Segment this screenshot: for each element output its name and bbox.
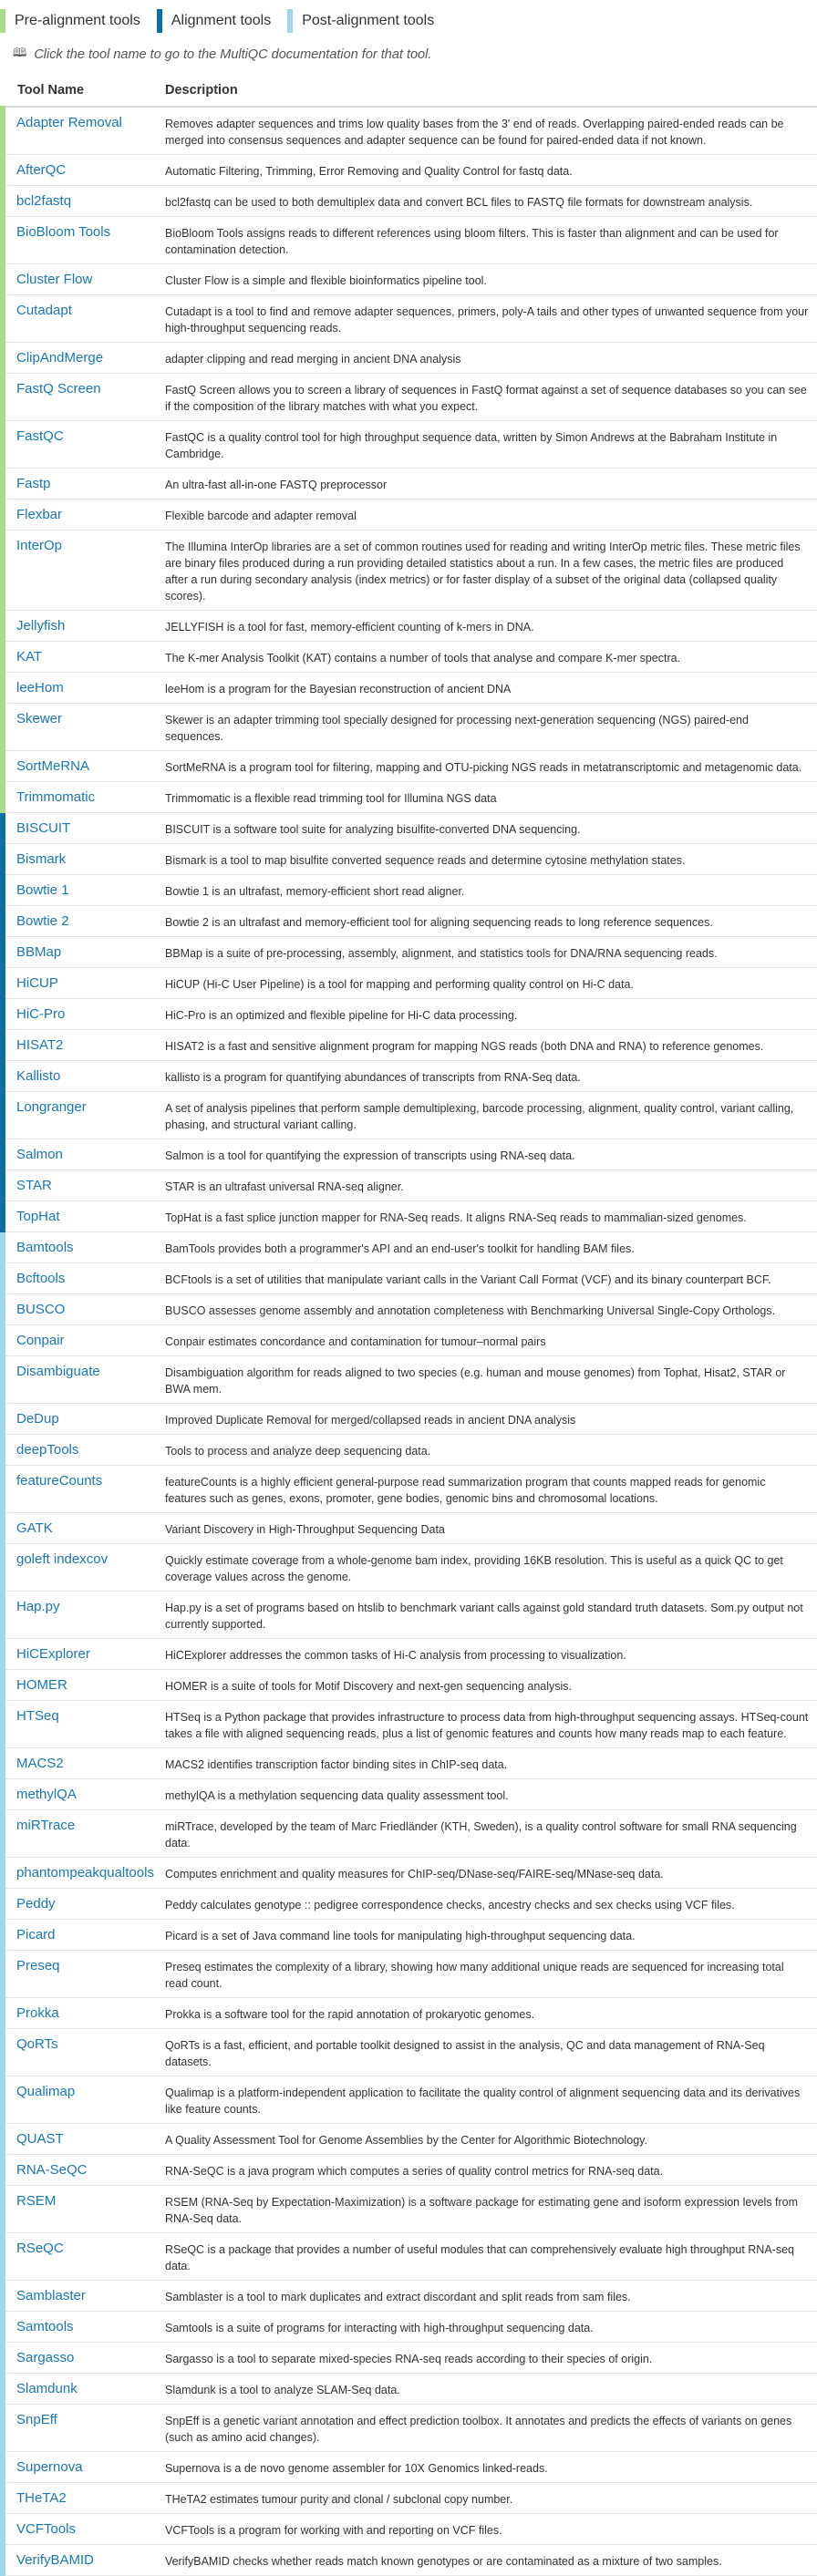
tool-name-cell bbox=[3, 937, 165, 968]
tool-description: Improved Duplicate Removal for merged/collapsed reads in ancient DNA analysis bbox=[165, 1404, 817, 1435]
tool-name-cell bbox=[3, 1139, 165, 1170]
tool-name-cell bbox=[3, 2343, 165, 2374]
tool-description: Cutadapt is a tool to find and remove adapter sequences, primers, poly-A tails and other types of unwanted sequence from your high-throughput sequencing reads. bbox=[165, 295, 817, 343]
table-row bbox=[3, 1513, 817, 1544]
legend-alignment: Alignment tools bbox=[157, 9, 271, 33]
column-header-tool-name: Tool Name bbox=[3, 75, 165, 107]
tool-description: Computes enrichment and quality measures for ChIP-seq/DNase-seq/FAIRE-seq/MNase-seq data. bbox=[165, 1858, 817, 1889]
tool-description: Cluster Flow is a simple and flexible bioinformatics pipeline tool. bbox=[165, 264, 817, 295]
tool-name-cell bbox=[3, 217, 165, 264]
tool-name-cell bbox=[3, 2312, 165, 2343]
tool-link[interactable]: bcl2fastq bbox=[16, 193, 72, 209]
tool-link[interactable]: FastQ Screen bbox=[16, 381, 101, 397]
tool-link[interactable]: BioBloom Tools bbox=[16, 224, 111, 240]
tool-name-cell bbox=[3, 1889, 165, 1920]
tool-name-cell bbox=[3, 2483, 165, 2514]
tool-name-cell bbox=[3, 2452, 165, 2483]
tool-link[interactable]: HiCExplorer bbox=[16, 1646, 90, 1662]
table-row bbox=[3, 2029, 817, 2076]
tool-description: HTSeq is a Python package that provides infrastructure to process data from high-throughput sequencing assays. HTSeq-count takes a file with aligned sequencing reads, plus a list of genomic features and counts how many reads map to each feature. bbox=[165, 1701, 817, 1748]
table-row bbox=[3, 999, 817, 1030]
tool-description: Slamdunk is a tool to analyze SLAM-Seq data. bbox=[165, 2374, 817, 2405]
tool-description: Trimmomatic is a flexible read trimming tool for Illumina NGS data bbox=[165, 782, 817, 813]
tool-description: Conpair estimates concordance and contamination for tumour–normal pairs bbox=[165, 1325, 817, 1356]
tool-description: adapter clipping and read merging in ancient DNA analysis bbox=[165, 343, 817, 374]
table-row bbox=[3, 1889, 817, 1920]
tool-link[interactable]: FastQC bbox=[16, 428, 64, 444]
table-row bbox=[3, 1670, 817, 1701]
tool-link[interactable]: Cluster Flow bbox=[16, 272, 93, 287]
tool-link[interactable]: RSEM bbox=[16, 2193, 57, 2209]
tool-link[interactable]: QoRTs bbox=[16, 2036, 58, 2052]
tool-name-cell bbox=[3, 1544, 165, 1592]
tool-link[interactable]: RSeQC bbox=[16, 2241, 64, 2256]
table-row bbox=[3, 2233, 817, 2281]
tool-name-cell bbox=[3, 1858, 165, 1889]
tool-description: THeTA2 estimates tumour purity and clonal / subclonal copy number. bbox=[165, 2483, 817, 2514]
tool-name-cell bbox=[3, 673, 165, 704]
tool-description: Hap.py is a set of programs based on htslib to benchmark variant calls against gold standard truth datasets. Som.py output not currently supported. bbox=[165, 1592, 817, 1639]
table-row bbox=[3, 2405, 817, 2452]
tool-name-cell bbox=[3, 813, 165, 844]
tool-link[interactable]: Preseq bbox=[16, 1958, 60, 1973]
tool-link[interactable]: SnpEff bbox=[16, 2412, 57, 2427]
tool-link[interactable]: phantompeakqualtools bbox=[16, 1865, 154, 1880]
table-row bbox=[3, 107, 817, 155]
tool-link[interactable]: miRTrace bbox=[16, 1818, 76, 1833]
table-row bbox=[3, 642, 817, 673]
tool-name-cell bbox=[3, 421, 165, 469]
tool-description: HiCUP (Hi-C User Pipeline) is a tool for mapping and performing quality control on Hi-C data. bbox=[165, 968, 817, 999]
tool-description: HOMER is a suite of tools for Motif Discovery and next-gen sequencing analysis. bbox=[165, 1670, 817, 1701]
tool-description: An ultra-fast all-in-one FASTQ preprocessor bbox=[165, 469, 817, 500]
tool-name-cell bbox=[3, 1325, 165, 1356]
table-row bbox=[3, 500, 817, 531]
tool-link[interactable]: HOMER bbox=[16, 1677, 67, 1693]
tool-description: Preseq estimates the complexity of a library, showing how many additional unique reads are sequenced for increasing total read count. bbox=[165, 1951, 817, 1998]
tool-description: A set of analysis pipelines that perform sample demultiplexing, barcode processing, alignment, quality control, variant calling, phasing, and structural variant calling. bbox=[165, 1092, 817, 1139]
tool-description: Bowtie 2 is an ultrafast and memory-efficient tool for aligning sequencing reads to long reference sequences. bbox=[165, 906, 817, 937]
table-row bbox=[3, 1544, 817, 1592]
table-row bbox=[3, 704, 817, 751]
legend-pre-alignment: Pre-alignment tools bbox=[0, 9, 140, 33]
tool-name-cell bbox=[3, 1639, 165, 1670]
tool-link[interactable]: Bowtie 1 bbox=[16, 882, 69, 898]
table-row bbox=[3, 968, 817, 999]
table-row bbox=[3, 611, 817, 642]
tool-name-cell bbox=[3, 1810, 165, 1858]
tool-link[interactable]: Peddy bbox=[16, 1896, 56, 1911]
tool-description: Picard is a set of Java command line tools for manipulating high-throughput sequencing data. bbox=[165, 1920, 817, 1951]
tool-name-cell bbox=[3, 1170, 165, 1201]
tool-link[interactable]: TopHat bbox=[16, 1209, 60, 1224]
tool-name-cell bbox=[3, 2405, 165, 2452]
tool-link[interactable]: leeHom bbox=[16, 680, 64, 696]
tool-link[interactable]: Hap.py bbox=[16, 1599, 60, 1614]
table-row bbox=[3, 2545, 817, 2576]
tools-table bbox=[0, 75, 817, 2576]
table-row bbox=[3, 2155, 817, 2186]
tool-link[interactable]: Sargasso bbox=[16, 2350, 75, 2365]
tool-link[interactable]: BUSCO bbox=[16, 1302, 66, 1317]
tool-link[interactable]: SortMeRNA bbox=[16, 758, 90, 774]
tool-description: BUSCO assesses genome assembly and annotation completeness with Benchmarking Universal Single-Copy Orthologs. bbox=[165, 1294, 817, 1325]
tool-description: Automatic Filtering, Trimming, Error Removing and Quality Control for fastq data. bbox=[165, 155, 817, 186]
tool-name-cell bbox=[3, 155, 165, 186]
table-row bbox=[3, 155, 817, 186]
tool-link[interactable]: BISCUIT bbox=[16, 820, 71, 836]
table-row bbox=[3, 1639, 817, 1670]
tool-name-cell bbox=[3, 2076, 165, 2124]
tool-name-cell bbox=[3, 782, 165, 813]
table-row bbox=[3, 1810, 817, 1858]
table-row bbox=[3, 1748, 817, 1779]
tool-link[interactable]: Adapter Removal bbox=[16, 115, 122, 130]
tool-name-cell bbox=[3, 2514, 165, 2545]
tool-description: Sargasso is a tool to separate mixed-species RNA-seq reads according to their species of origin. bbox=[165, 2343, 817, 2374]
tool-link[interactable]: VerifyBAMID bbox=[16, 2552, 95, 2568]
table-row bbox=[3, 2124, 817, 2155]
table-row bbox=[3, 1201, 817, 1232]
tool-link[interactable]: Qualimap bbox=[16, 2084, 76, 2099]
tool-name-cell bbox=[3, 2374, 165, 2405]
tool-link[interactable]: Samblaster bbox=[16, 2288, 86, 2303]
tool-link[interactable]: GATK bbox=[16, 1520, 53, 1536]
table-row bbox=[3, 1030, 817, 1061]
tool-description: Variant Discovery in High-Throughput Sequencing Data bbox=[165, 1513, 817, 1544]
tool-name-cell bbox=[3, 1232, 165, 1263]
table-row bbox=[3, 1858, 817, 1889]
tool-name-cell bbox=[3, 1030, 165, 1061]
tool-name-cell bbox=[3, 906, 165, 937]
tool-link[interactable]: KAT bbox=[16, 649, 43, 665]
tool-description: A Quality Assessment Tool for Genome Assemblies by the Center for Algorithmic Biotechnology. bbox=[165, 2124, 817, 2155]
tool-link[interactable]: ClipAndMerge bbox=[16, 350, 104, 366]
tool-description: Bismark is a tool to map bisulfite converted sequence reads and determine cytosine methylation states. bbox=[165, 844, 817, 875]
tool-name-cell bbox=[3, 875, 165, 906]
tool-name-cell bbox=[3, 295, 165, 343]
table-row bbox=[3, 217, 817, 264]
tool-link[interactable]: Disambiguate bbox=[16, 1364, 100, 1379]
tool-name-cell bbox=[3, 844, 165, 875]
tool-name-cell bbox=[3, 1513, 165, 1544]
tool-description: HISAT2 is a fast and sensitive alignment program for mapping NGS reads (both DNA and RNA) to reference genomes. bbox=[165, 1030, 817, 1061]
tool-name-cell bbox=[3, 107, 165, 155]
tool-description: HiC-Pro is an optimized and flexible pipeline for Hi-C data processing. bbox=[165, 999, 817, 1030]
tool-link[interactable]: HTSeq bbox=[16, 1708, 59, 1724]
tool-description: Disambiguation algorithm for reads aligned to two species (e.g. human and mouse genomes) from Tophat, Hisat2, STAR or BWA mem. bbox=[165, 1356, 817, 1404]
tool-name-cell bbox=[3, 1670, 165, 1701]
tool-link[interactable]: Fastp bbox=[16, 476, 51, 491]
table-row bbox=[3, 2281, 817, 2312]
tool-description: HiCExplorer addresses the common tasks of Hi-C analysis from processing to visualization. bbox=[165, 1639, 817, 1670]
table-row bbox=[3, 531, 817, 611]
table-row bbox=[3, 421, 817, 469]
table-row bbox=[3, 844, 817, 875]
tool-name-cell bbox=[3, 1592, 165, 1639]
tool-description: Flexible barcode and adapter removal bbox=[165, 500, 817, 531]
tool-name-cell bbox=[3, 264, 165, 295]
tool-description: FastQC is a quality control tool for high throughput sequence data, written by Simon Andrews at the Babraham Institute in Cambridge. bbox=[165, 421, 817, 469]
table-row bbox=[3, 1356, 817, 1404]
tool-link[interactable]: goleft indexcov bbox=[16, 1551, 109, 1567]
tool-description: featureCounts is a highly efficient general-purpose read summarization program that counts mapped reads for genomic features such as genes, exons, promoter, gene bodies, genomic bins and chromosomal locations. bbox=[165, 1466, 817, 1513]
tool-link[interactable]: Prokka bbox=[16, 2005, 59, 2021]
tool-link[interactable]: Bamtools bbox=[16, 1240, 74, 1255]
tool-name-cell bbox=[3, 1779, 165, 1810]
column-header-description: Description bbox=[165, 75, 817, 107]
table-row bbox=[3, 673, 817, 704]
tool-link[interactable]: InterOp bbox=[16, 538, 63, 553]
tool-description: Prokka is a software tool for the rapid annotation of prokaryotic genomes. bbox=[165, 1998, 817, 2029]
tool-link[interactable]: Supernova bbox=[16, 2459, 83, 2475]
tool-name-cell bbox=[3, 374, 165, 421]
tool-description: SnpEff is a genetic variant annotation and effect prediction toolbox. It annotates and predicts the effects of variants on genes (such as amino acid changes). bbox=[165, 2405, 817, 2452]
tool-name-cell bbox=[3, 1435, 165, 1466]
tool-name-cell bbox=[3, 1701, 165, 1748]
tool-link[interactable]: HISAT2 bbox=[16, 1037, 64, 1053]
category-legend bbox=[0, 0, 817, 42]
tool-description: VCFTools is a program for working with and reporting on VCF files. bbox=[165, 2514, 817, 2545]
table-row bbox=[3, 906, 817, 937]
tool-description: Removes adapter sequences and trims low quality bases from the 3' end of reads. Overlapping paired-ended reads can be merged into consensus sequences and adapter sequence can be found for paired-ended data if not known. bbox=[165, 107, 817, 155]
tool-name-cell bbox=[3, 1092, 165, 1139]
table-header-row bbox=[3, 75, 817, 107]
tool-name-cell bbox=[3, 1263, 165, 1294]
tool-name-cell bbox=[3, 500, 165, 531]
tool-description: Bowtie 1 is an ultrafast, memory-efficient short read aligner. bbox=[165, 875, 817, 906]
table-row bbox=[3, 813, 817, 844]
tool-description: JELLYFISH is a tool for fast, memory-efficient counting of k-mers in DNA. bbox=[165, 611, 817, 642]
tool-name-cell bbox=[3, 1951, 165, 1998]
table-row bbox=[3, 374, 817, 421]
docs-hint bbox=[0, 42, 817, 67]
tool-description: Samtools is a suite of programs for interacting with high-throughput sequencing data. bbox=[165, 2312, 817, 2343]
tool-description: Salmon is a tool for quantifying the expression of transcripts using RNA-seq data. bbox=[165, 1139, 817, 1170]
tool-link[interactable]: AfterQC bbox=[16, 162, 67, 178]
table-row bbox=[3, 1294, 817, 1325]
table-row bbox=[3, 782, 817, 813]
table-row bbox=[3, 1951, 817, 1998]
tool-link[interactable]: Cutadapt bbox=[16, 303, 72, 318]
table-row bbox=[3, 1061, 817, 1092]
tools-table-body bbox=[3, 107, 817, 2576]
tool-description: BISCUIT is a software tool suite for analyzing bisulfite-converted DNA sequencing. bbox=[165, 813, 817, 844]
table-row bbox=[3, 2483, 817, 2514]
tool-description: Supernova is a de novo genome assembler for 10X Genomics linked-reads. bbox=[165, 2452, 817, 2483]
table-row bbox=[3, 2076, 817, 2124]
table-row bbox=[3, 1920, 817, 1951]
table-row bbox=[3, 343, 817, 374]
tool-link[interactable]: STAR bbox=[16, 1178, 52, 1193]
tool-name-cell bbox=[3, 1061, 165, 1092]
tool-description: Quickly estimate coverage from a whole-genome bam index, providing 16KB resolution. This is useful as a quick QC to get coverage values across the genome. bbox=[165, 1544, 817, 1592]
tool-name-cell bbox=[3, 469, 165, 500]
tool-name-cell bbox=[3, 343, 165, 374]
tool-description: Skewer is an adapter trimming tool specially designed for processing next-generation sequencing (NGS) paired-end sequences. bbox=[165, 704, 817, 751]
tool-link[interactable]: HiC-Pro bbox=[16, 1006, 66, 1022]
table-row bbox=[3, 1435, 817, 1466]
table-row bbox=[3, 2186, 817, 2233]
tool-name-cell bbox=[3, 999, 165, 1030]
tool-description: FastQ Screen allows you to screen a library of sequences in FastQ format against a set of sequence databases so you can see if the composition of the library matches with what you expect. bbox=[165, 374, 817, 421]
tool-link[interactable]: THeTA2 bbox=[16, 2490, 67, 2506]
table-row bbox=[3, 1998, 817, 2029]
book-icon: 🕮 bbox=[13, 46, 27, 59]
tool-description: leeHom is a program for the Bayesian reconstruction of ancient DNA bbox=[165, 673, 817, 704]
tool-link[interactable]: Samtools bbox=[16, 2319, 74, 2334]
tool-description: QoRTs is a fast, efficient, and portable toolkit designed to assist in the analysis, QC and data management of RNA-Seq datasets. bbox=[165, 2029, 817, 2076]
tool-name-cell bbox=[3, 611, 165, 642]
tool-name-cell bbox=[3, 2281, 165, 2312]
tool-description: BioBloom Tools assigns reads to different references using bloom filters. This is faster than alignment and can be used for contamination detection. bbox=[165, 217, 817, 264]
tool-description: Tools to process and analyze deep sequencing data. bbox=[165, 1435, 817, 1466]
table-row bbox=[3, 1092, 817, 1139]
tool-description: RSeQC is a package that provides a number of useful modules that can comprehensively evaluate high throughput RNA-seq data. bbox=[165, 2233, 817, 2281]
tool-name-cell bbox=[3, 2186, 165, 2233]
table-row bbox=[3, 1592, 817, 1639]
tool-description: RSEM (RNA-Seq by Expectation-Maximization) is a software package for estimating gene and isoform expression levels from RNA-Seq data. bbox=[165, 2186, 817, 2233]
tool-name-cell bbox=[3, 531, 165, 611]
tool-name-cell bbox=[3, 704, 165, 751]
tool-description: MACS2 identifies transcription factor binding sites in ChIP-seq data. bbox=[165, 1748, 817, 1779]
tool-description: TopHat is a fast splice junction mapper for RNA-Seq reads. It aligns RNA-Seq reads to mammalian-sized genomes. bbox=[165, 1201, 817, 1232]
tool-link[interactable]: deepTools bbox=[16, 1442, 79, 1458]
table-row bbox=[3, 2312, 817, 2343]
tool-description: BCFtools is a set of utilities that manipulate variant calls in the Variant Call Format (VCF) and its binary counterpart BCF. bbox=[165, 1263, 817, 1294]
tool-link[interactable]: Flexbar bbox=[16, 507, 63, 522]
tool-description: Qualimap is a platform-independent application to facilitate the quality control of alignment sequencing data and its derivatives like feature counts. bbox=[165, 2076, 817, 2124]
tool-description: Peddy calculates genotype :: pedigree correspondence checks, ancestry checks and sex checks using VCF files. bbox=[165, 1889, 817, 1920]
tool-link[interactable]: Bowtie 2 bbox=[16, 913, 69, 929]
tool-name-cell bbox=[3, 2124, 165, 2155]
tool-link[interactable]: Kallisto bbox=[16, 1068, 61, 1084]
table-row bbox=[3, 264, 817, 295]
table-row bbox=[3, 2343, 817, 2374]
tool-link[interactable]: Picard bbox=[16, 1927, 56, 1942]
tool-link[interactable]: Slamdunk bbox=[16, 2381, 78, 2396]
tool-name-cell bbox=[3, 186, 165, 217]
table-row bbox=[3, 295, 817, 343]
legend-post-alignment: Post-alignment tools bbox=[287, 9, 434, 33]
table-row bbox=[3, 1779, 817, 1810]
tool-name-cell bbox=[3, 1920, 165, 1951]
tool-link[interactable]: Bismark bbox=[16, 851, 67, 867]
tool-link[interactable]: DeDup bbox=[16, 1411, 59, 1427]
tool-description: SortMeRNA is a program tool for filtering, mapping and OTU-picking NGS reads in metatranscriptomic and metagenomic data. bbox=[165, 751, 817, 782]
table-row bbox=[3, 1701, 817, 1748]
tool-link[interactable]: Salmon bbox=[16, 1147, 63, 1162]
table-row bbox=[3, 1170, 817, 1201]
tool-link[interactable]: Skewer bbox=[16, 711, 63, 726]
tool-link[interactable]: BBMap bbox=[16, 944, 62, 960]
tool-name-cell bbox=[3, 751, 165, 782]
tool-name-cell bbox=[3, 1294, 165, 1325]
tool-link[interactable]: MACS2 bbox=[16, 1756, 64, 1771]
tool-description: Samblaster is a tool to mark duplicates and extract discordant and split reads from sam files. bbox=[165, 2281, 817, 2312]
table-row bbox=[3, 937, 817, 968]
tool-description: RNA-SeQC is a java program which computes a series of quality control metrics for RNA-seq data. bbox=[165, 2155, 817, 2186]
table-row bbox=[3, 2374, 817, 2405]
tool-name-cell bbox=[3, 1466, 165, 1513]
table-row bbox=[3, 469, 817, 500]
tool-name-cell bbox=[3, 642, 165, 673]
table-row bbox=[3, 751, 817, 782]
tool-name-cell bbox=[3, 1748, 165, 1779]
tool-name-cell bbox=[3, 1404, 165, 1435]
table-row bbox=[3, 1466, 817, 1513]
tool-link[interactable]: Bcftools bbox=[16, 1271, 66, 1286]
table-row bbox=[3, 2514, 817, 2545]
tool-link[interactable]: Jellyfish bbox=[16, 618, 66, 634]
table-row bbox=[3, 1404, 817, 1435]
tool-link[interactable]: RNA-SeQC bbox=[16, 2162, 88, 2178]
tool-name-cell bbox=[3, 2155, 165, 2186]
docs-hint-text: Click the tool name to go to the MultiQC documentation for that tool. bbox=[34, 47, 432, 62]
tool-description: The K-mer Analysis Toolkit (KAT) contains a number of tools that analyse and compare K-mer spectra. bbox=[165, 642, 817, 673]
tool-link[interactable]: QUAST bbox=[16, 2131, 64, 2147]
table-row bbox=[3, 186, 817, 217]
tool-name-cell bbox=[3, 2233, 165, 2281]
tool-description: STAR is an ultrafast universal RNA-seq aligner. bbox=[165, 1170, 817, 1201]
table-row bbox=[3, 1325, 817, 1356]
tool-description: kallisto is a program for quantifying abundances of transcripts from RNA-Seq data. bbox=[165, 1061, 817, 1092]
tool-description: BBMap is a suite of pre-processing, assembly, alignment, and statistics tools for DNA/RNA sequencing reads. bbox=[165, 937, 817, 968]
tool-link[interactable]: Longranger bbox=[16, 1099, 87, 1115]
tool-link[interactable]: Conpair bbox=[16, 1333, 65, 1348]
table-row bbox=[3, 2452, 817, 2483]
tool-link[interactable]: methylQA bbox=[16, 1787, 77, 1802]
tool-name-cell bbox=[3, 968, 165, 999]
table-row bbox=[3, 875, 817, 906]
tool-link[interactable]: Trimmomatic bbox=[16, 789, 96, 805]
tool-link[interactable]: featureCounts bbox=[16, 1473, 103, 1489]
tool-description: miRTrace, developed by the team of Marc Friedländer (KTH, Sweden), is a quality control software for small RNA sequencing data. bbox=[165, 1810, 817, 1858]
table-row bbox=[3, 1139, 817, 1170]
tool-name-cell bbox=[3, 1356, 165, 1404]
tool-description: methylQA is a methylation sequencing data quality assessment tool. bbox=[165, 1779, 817, 1810]
tool-name-cell bbox=[3, 1201, 165, 1232]
tool-link[interactable]: VCFTools bbox=[16, 2521, 77, 2537]
table-row bbox=[3, 1263, 817, 1294]
table-row bbox=[3, 1232, 817, 1263]
tool-name-cell bbox=[3, 2545, 165, 2576]
tool-description: bcl2fastq can be used to both demultiplex data and convert BCL files to FASTQ file formats for downstream analysis. bbox=[165, 186, 817, 217]
tool-link[interactable]: HiCUP bbox=[16, 975, 58, 991]
tool-description: BamTools provides both a programmer's API and an end-user's toolkit for handling BAM files. bbox=[165, 1232, 817, 1263]
tool-name-cell bbox=[3, 2029, 165, 2076]
tool-description: The Illumina InterOp libraries are a set of common routines used for reading and writing InterOp metric files. These metric files are binary files produced during a run providing detailed statistics about a run. In a few cases, the metric files are produced after a run during secondary analysis (index metrics) or for faster display of a subset of the original data (collapsed quality scores). bbox=[165, 531, 817, 611]
tool-description: VerifyBAMID checks whether reads match known genotypes or are contaminated as a mixture of two samples. bbox=[165, 2545, 817, 2576]
tool-name-cell bbox=[3, 1998, 165, 2029]
